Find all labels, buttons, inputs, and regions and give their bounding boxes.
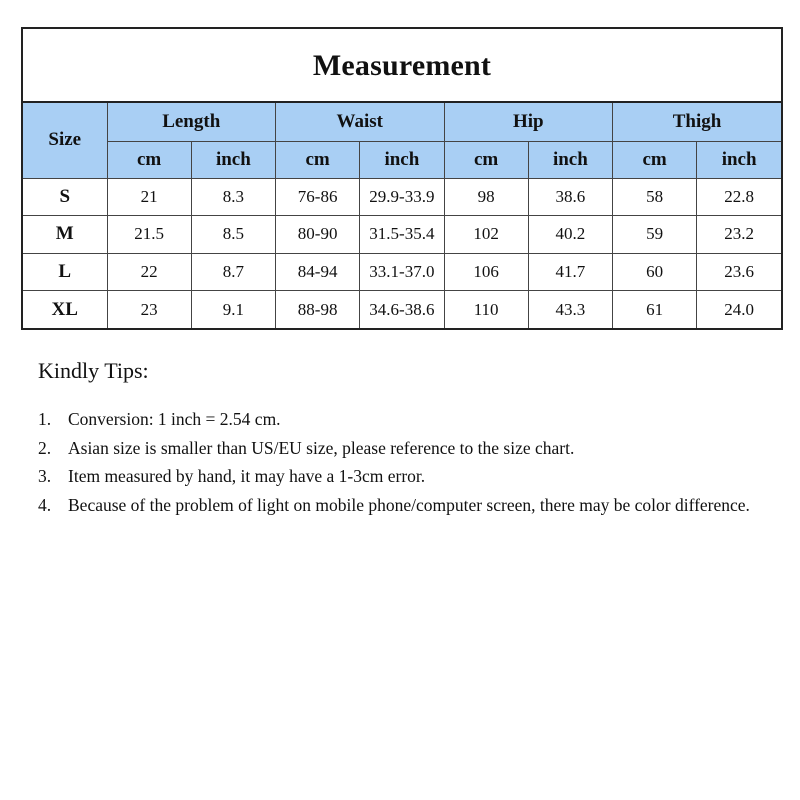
group-header-length: Length bbox=[107, 103, 276, 141]
table-row bbox=[23, 216, 781, 254]
list-item-text: Item measured by hand, it may have a 1-3cm error. bbox=[68, 466, 426, 486]
list-item bbox=[38, 462, 758, 491]
group-header-row bbox=[23, 103, 781, 141]
size-cell: XL bbox=[23, 291, 107, 329]
unit-header: inch bbox=[697, 141, 781, 178]
group-header-waist: Waist bbox=[276, 103, 445, 141]
size-cell: S bbox=[23, 178, 107, 216]
unit-header: cm bbox=[444, 141, 528, 178]
table-cell: 59 bbox=[613, 216, 697, 254]
size-header: Size bbox=[23, 103, 107, 178]
table-cell: 31.5-35.4 bbox=[360, 216, 444, 254]
list-item-number: 1. bbox=[38, 409, 52, 429]
table-cell: 61 bbox=[613, 291, 697, 329]
table-row bbox=[23, 253, 781, 291]
unit-header: cm bbox=[107, 141, 191, 178]
table-cell: 110 bbox=[444, 291, 528, 329]
table-cell: 38.6 bbox=[528, 178, 612, 216]
table-cell: 106 bbox=[444, 253, 528, 291]
tips-list bbox=[38, 405, 758, 519]
table-cell: 88-98 bbox=[276, 291, 360, 329]
table-cell: 9.1 bbox=[191, 291, 275, 329]
table-cell: 22.8 bbox=[697, 178, 781, 216]
table-cell: 33.1-37.0 bbox=[360, 253, 444, 291]
table-cell: 84-94 bbox=[276, 253, 360, 291]
unit-header: cm bbox=[613, 141, 697, 178]
unit-header: inch bbox=[528, 141, 612, 178]
group-header-thigh: Thigh bbox=[613, 103, 782, 141]
chart-title: Measurement bbox=[23, 29, 781, 103]
kindly-tips bbox=[38, 358, 758, 519]
table-cell: 41.7 bbox=[528, 253, 612, 291]
table-cell: 60 bbox=[613, 253, 697, 291]
table-cell: 58 bbox=[613, 178, 697, 216]
table-cell: 43.3 bbox=[528, 291, 612, 329]
table-cell: 40.2 bbox=[528, 216, 612, 254]
measurement-table bbox=[23, 103, 781, 328]
size-chart bbox=[21, 27, 783, 330]
unit-header-row bbox=[23, 141, 781, 178]
size-cell: L bbox=[23, 253, 107, 291]
table-cell: 24.0 bbox=[697, 291, 781, 329]
table-cell: 29.9-33.9 bbox=[360, 178, 444, 216]
list-item-text: Conversion: 1 inch = 2.54 cm. bbox=[68, 409, 281, 429]
size-cell: M bbox=[23, 216, 107, 254]
tips-title: Kindly Tips: bbox=[38, 358, 149, 383]
table-row bbox=[23, 291, 781, 329]
list-item bbox=[38, 491, 758, 520]
list-item-number: 3. bbox=[38, 466, 52, 486]
table-cell: 21.5 bbox=[107, 216, 191, 254]
table-row bbox=[23, 178, 781, 216]
table-cell: 23 bbox=[107, 291, 191, 329]
table-cell: 8.5 bbox=[191, 216, 275, 254]
table-cell: 23.2 bbox=[697, 216, 781, 254]
unit-header: cm bbox=[276, 141, 360, 178]
unit-header: inch bbox=[191, 141, 275, 178]
table-cell: 76-86 bbox=[276, 178, 360, 216]
list-item bbox=[38, 405, 758, 434]
table-cell: 98 bbox=[444, 178, 528, 216]
table-cell: 80-90 bbox=[276, 216, 360, 254]
list-item-number: 4. bbox=[38, 494, 52, 515]
table-cell: 23.6 bbox=[697, 253, 781, 291]
list-item-number: 2. bbox=[38, 437, 52, 458]
table-cell: 22 bbox=[107, 253, 191, 291]
list-item-text: Asian size is smaller than US/EU size, please reference to the size chart. bbox=[68, 437, 575, 458]
list-item-text: Because of the problem of light on mobile phone/computer screen, there may be color difference. bbox=[68, 494, 750, 515]
table-cell: 21 bbox=[107, 178, 191, 216]
group-header-hip: Hip bbox=[444, 103, 613, 141]
table-cell: 8.3 bbox=[191, 178, 275, 216]
table-cell: 102 bbox=[444, 216, 528, 254]
unit-header: inch bbox=[360, 141, 444, 178]
table-cell: 34.6-38.6 bbox=[360, 291, 444, 329]
list-item bbox=[38, 434, 758, 463]
table-cell: 8.7 bbox=[191, 253, 275, 291]
